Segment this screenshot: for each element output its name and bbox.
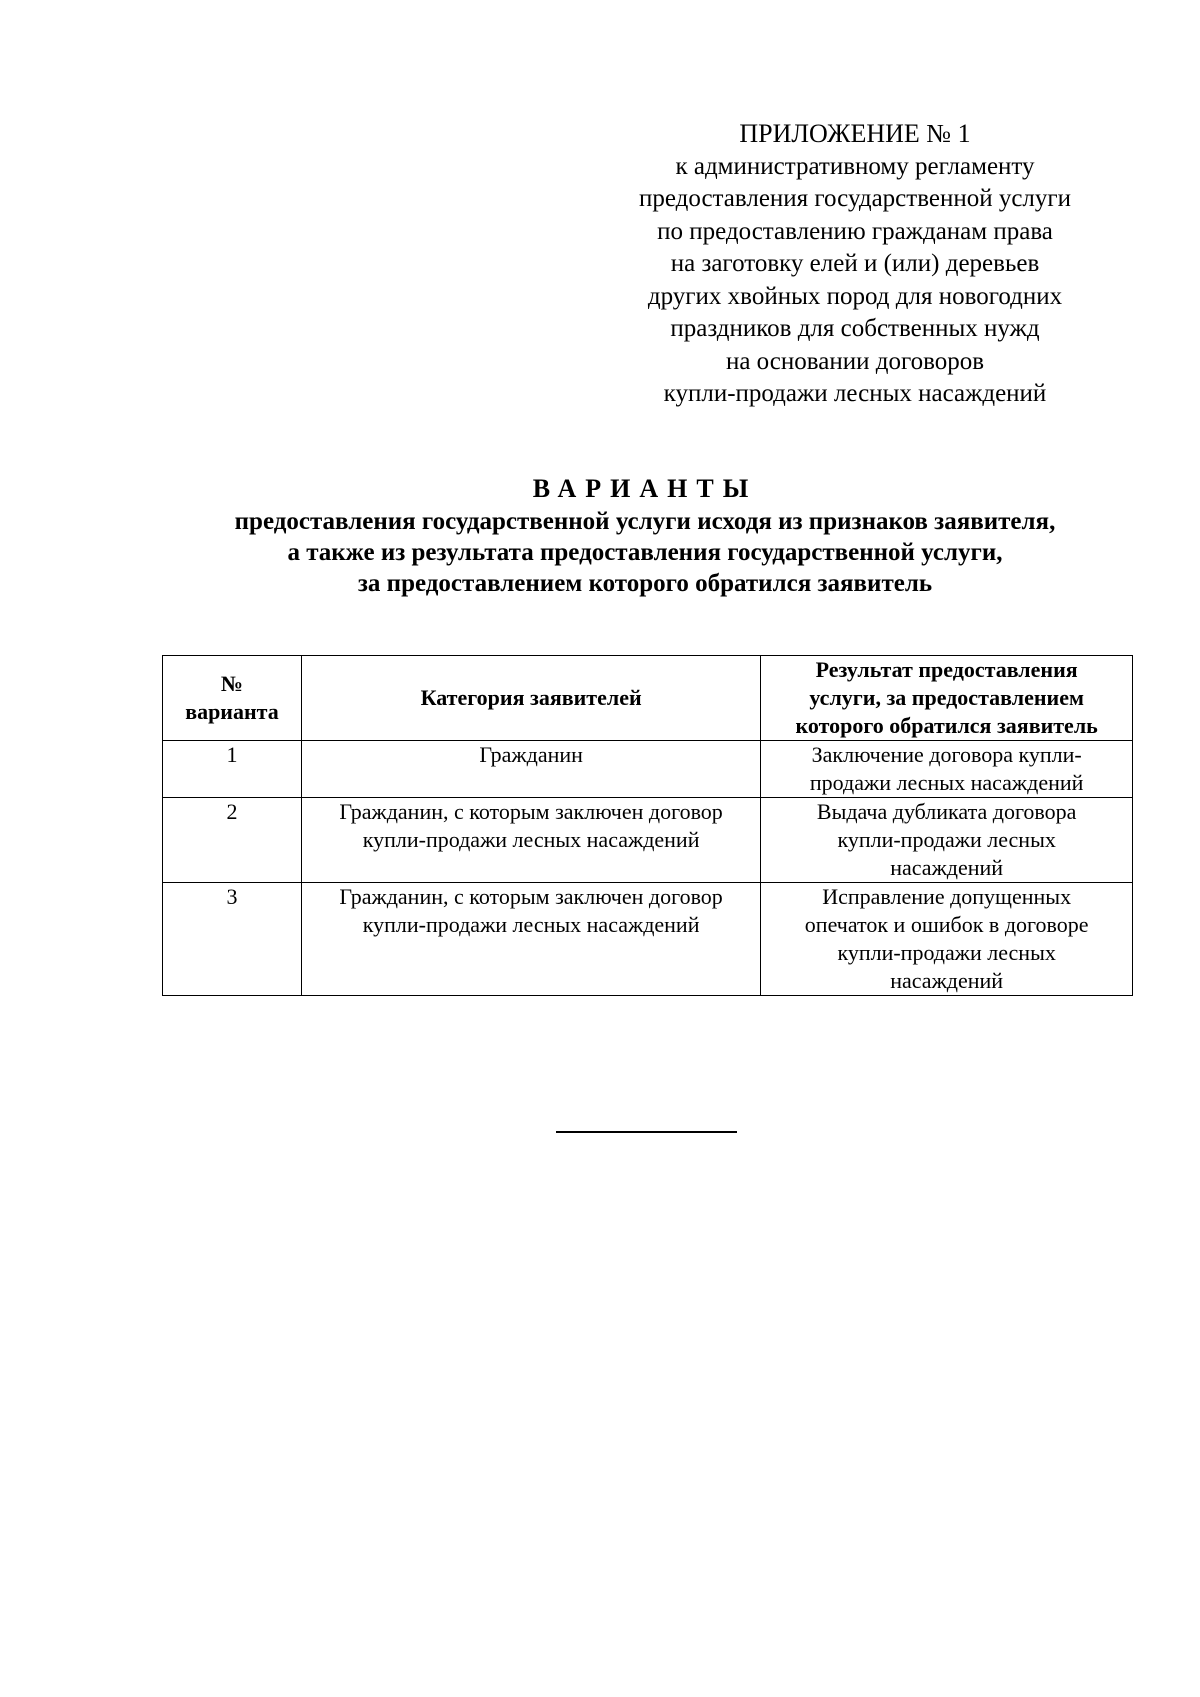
- appendix-heading: ПРИЛОЖЕНИЕ № 1: [739, 119, 971, 148]
- end-divider-line: [556, 1131, 737, 1133]
- cell-number: 1: [163, 741, 302, 798]
- appendix-line: праздников для собственных нужд: [670, 315, 1040, 342]
- variants-table: [162, 655, 1133, 996]
- header-text: Категория заявителей: [420, 685, 642, 710]
- cell-text: насаждений: [890, 855, 1004, 880]
- appendix-line: на заготовку елей и (или) деревьев: [670, 250, 1040, 277]
- cell-number: 3: [163, 883, 302, 996]
- cell-text: Выдача дубликата договора: [816, 799, 1077, 824]
- cell-result: [761, 741, 1133, 798]
- cell-text: Гражданин: [479, 742, 583, 767]
- table-row: [163, 883, 1133, 996]
- appendix-line: купли-продажи лесных насаждений: [663, 380, 1047, 407]
- table-row: [163, 798, 1133, 883]
- cell-text: продажи лесных насаждений: [809, 770, 1084, 795]
- cell-text: Гражданин, с которым заключен договор: [339, 884, 723, 909]
- document-title: ВАРИАНТЫ: [532, 474, 758, 503]
- header-result: [761, 656, 1133, 741]
- cell-text: опечаток и ошибок в договоре: [804, 912, 1089, 937]
- cell-text: купли-продажи лесных: [837, 940, 1056, 965]
- table-row: [163, 741, 1133, 798]
- document-title-block: [160, 473, 1130, 599]
- header-text: №: [220, 671, 244, 696]
- appendix-line: на основании договоров: [725, 347, 985, 375]
- cell-text: Исправление допущенных: [822, 884, 1072, 909]
- cell-number: 2: [163, 798, 302, 883]
- cell-category: [301, 883, 760, 996]
- document-subtitle-line: а также из результата предоставления государственной услуги,: [287, 539, 1003, 566]
- header-text: варианта: [185, 699, 279, 724]
- table-header-row: [163, 656, 1133, 741]
- appendix-line: к административному регламенту: [675, 152, 1035, 180]
- cell-text: насаждений: [890, 968, 1004, 993]
- appendix-line: по предоставлению гражданам права: [657, 217, 1053, 245]
- appendix-line: других хвойных пород для новогодних: [647, 282, 1063, 310]
- cell-text: Заключение договора купли-: [811, 742, 1082, 767]
- header-category: [301, 656, 760, 741]
- cell-text: Гражданин, с которым заключен договор: [339, 799, 723, 824]
- document-subtitle-line: предоставления государственной услуги исходя из признаков заявителя,: [234, 508, 1056, 535]
- cell-text: купли-продажи лесных насаждений: [362, 912, 700, 937]
- header-text: услуги, за предоставлением: [809, 685, 1084, 710]
- cell-category: [301, 741, 760, 798]
- cell-text: купли-продажи лесных: [837, 827, 1056, 852]
- document-subtitle-line: за предоставлением которого обратился заявитель: [357, 570, 933, 597]
- cell-text: купли-продажи лесных насаждений: [362, 827, 700, 852]
- cell-result: [761, 883, 1133, 996]
- appendix-line: предоставления государственной услуги: [638, 185, 1072, 212]
- cell-category: [301, 798, 760, 883]
- appendix-block: [595, 118, 1115, 411]
- header-number: [163, 656, 302, 741]
- header-text: Результат предоставления: [815, 657, 1078, 682]
- header-text: которого обратился заявитель: [795, 713, 1098, 738]
- cell-result: [761, 798, 1133, 883]
